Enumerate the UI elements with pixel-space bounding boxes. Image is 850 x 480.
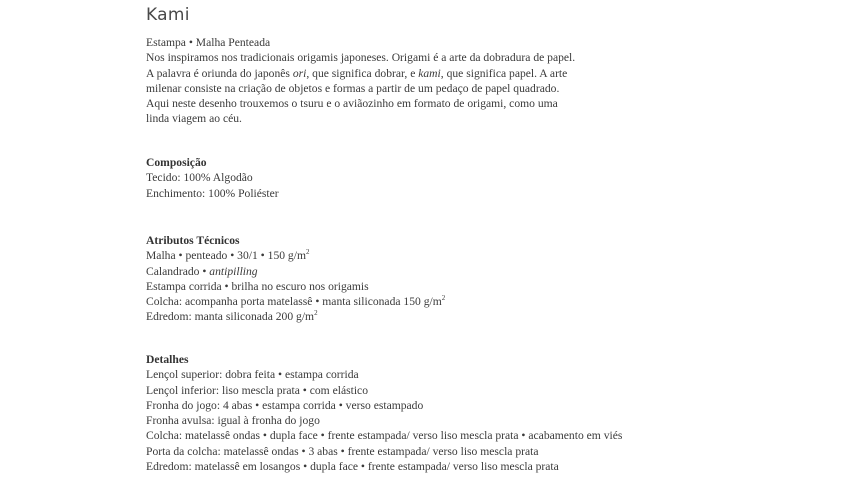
detail-item: Lençol superior: dobra feita • estampa corrida [146,368,359,382]
detail-item: Fronha avulsa: igual à fronha do jogo [146,414,320,428]
composition-item: Enchimento: 100% Poliéster [146,186,279,200]
intro-line: linda viagem ao céu. [146,112,242,126]
superscript: 2 [305,248,310,257]
details-section [146,352,622,474]
intro-line: Aqui neste desenho trouxemos o tsuru e o aviãozinho em formato de origami, como uma [146,97,558,111]
attribute-item [146,309,445,324]
attribute-term: antipilling [209,264,258,278]
intro-line [146,66,575,81]
detail-item: Edredom: matelassê em losangos • dupla face • frente estampada/ verso liso mescla prata [146,460,559,474]
attribute-item [146,264,445,279]
details-heading: Detalhes [146,353,189,366]
intro-text: A palavra é oriunda do japonês [146,66,293,80]
intro-term-kami: kami [418,66,441,80]
intro-subtitle: Estampa • Malha Penteada [146,36,271,49]
composition-section [146,155,279,201]
attribute-text: Calandrado • [146,264,210,278]
attribute-text: Colcha: acompanha porta matelassê • manta siliconada 150 g/m [146,295,442,309]
attribute-item [146,248,445,263]
technical-attributes-heading: Atributos Técnicos [146,234,240,247]
intro-line: Nos inspiramos nos tradicionais origamis japoneses. Origami é a arte da dobradura de papel. [146,51,576,65]
intro-text: , que significa papel. A arte [440,66,568,80]
technical-attributes-section [146,233,445,325]
detail-item: Colcha: matelassê ondas • dupla face • frente estampada/ verso liso mescla prata • acabamento em viés [146,429,623,443]
attribute-text: Edredom: manta siliconada 200 g/m [146,310,315,324]
attribute-text: Malha • penteado • 30/1 • 150 g/m [146,249,306,263]
intro-text: , que significa dobrar, e [306,66,419,80]
composition-heading: Composição [146,156,207,169]
attribute-item [146,294,445,309]
detail-item: Porta da colcha: matelassê ondas • 3 abas • frente estampada/ verso liso mescla prata [146,444,539,458]
superscript: 2 [441,294,446,303]
intro-section [146,35,575,127]
superscript: 2 [314,309,318,318]
attribute-item: Estampa corrida • brilha no escuro nos origamis [146,279,369,293]
detail-item: Fronha do jogo: 4 abas • estampa corrida • verso estampado [146,398,424,412]
intro-term-ori: ori [292,66,307,80]
detail-item: Lençol inferior: liso mescla prata • com elástico [146,383,369,397]
composition-item: Tecido: 100% Algodão [146,171,253,185]
intro-line: milenar consiste na criação de objetos e formas a partir de um pedaço de papel quadrado. [146,81,560,95]
product-title: Kami [146,5,190,25]
